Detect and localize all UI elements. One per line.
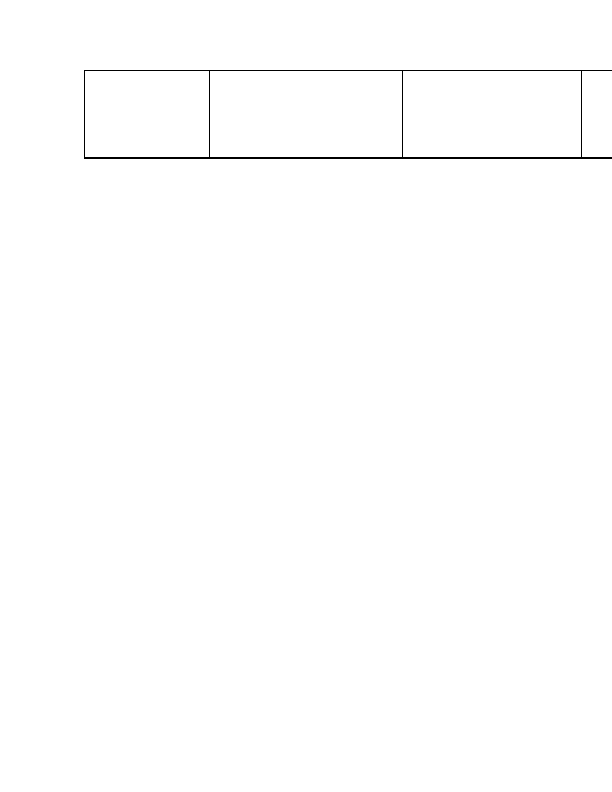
table-cell bbox=[85, 71, 210, 159]
teacher-activity-text bbox=[403, 71, 581, 74]
table-cell bbox=[582, 71, 612, 159]
teacher-activity-cell bbox=[403, 71, 582, 159]
table-row bbox=[85, 71, 612, 159]
table-cell bbox=[210, 71, 403, 159]
previous-lesson-table-fragment bbox=[84, 70, 612, 159]
